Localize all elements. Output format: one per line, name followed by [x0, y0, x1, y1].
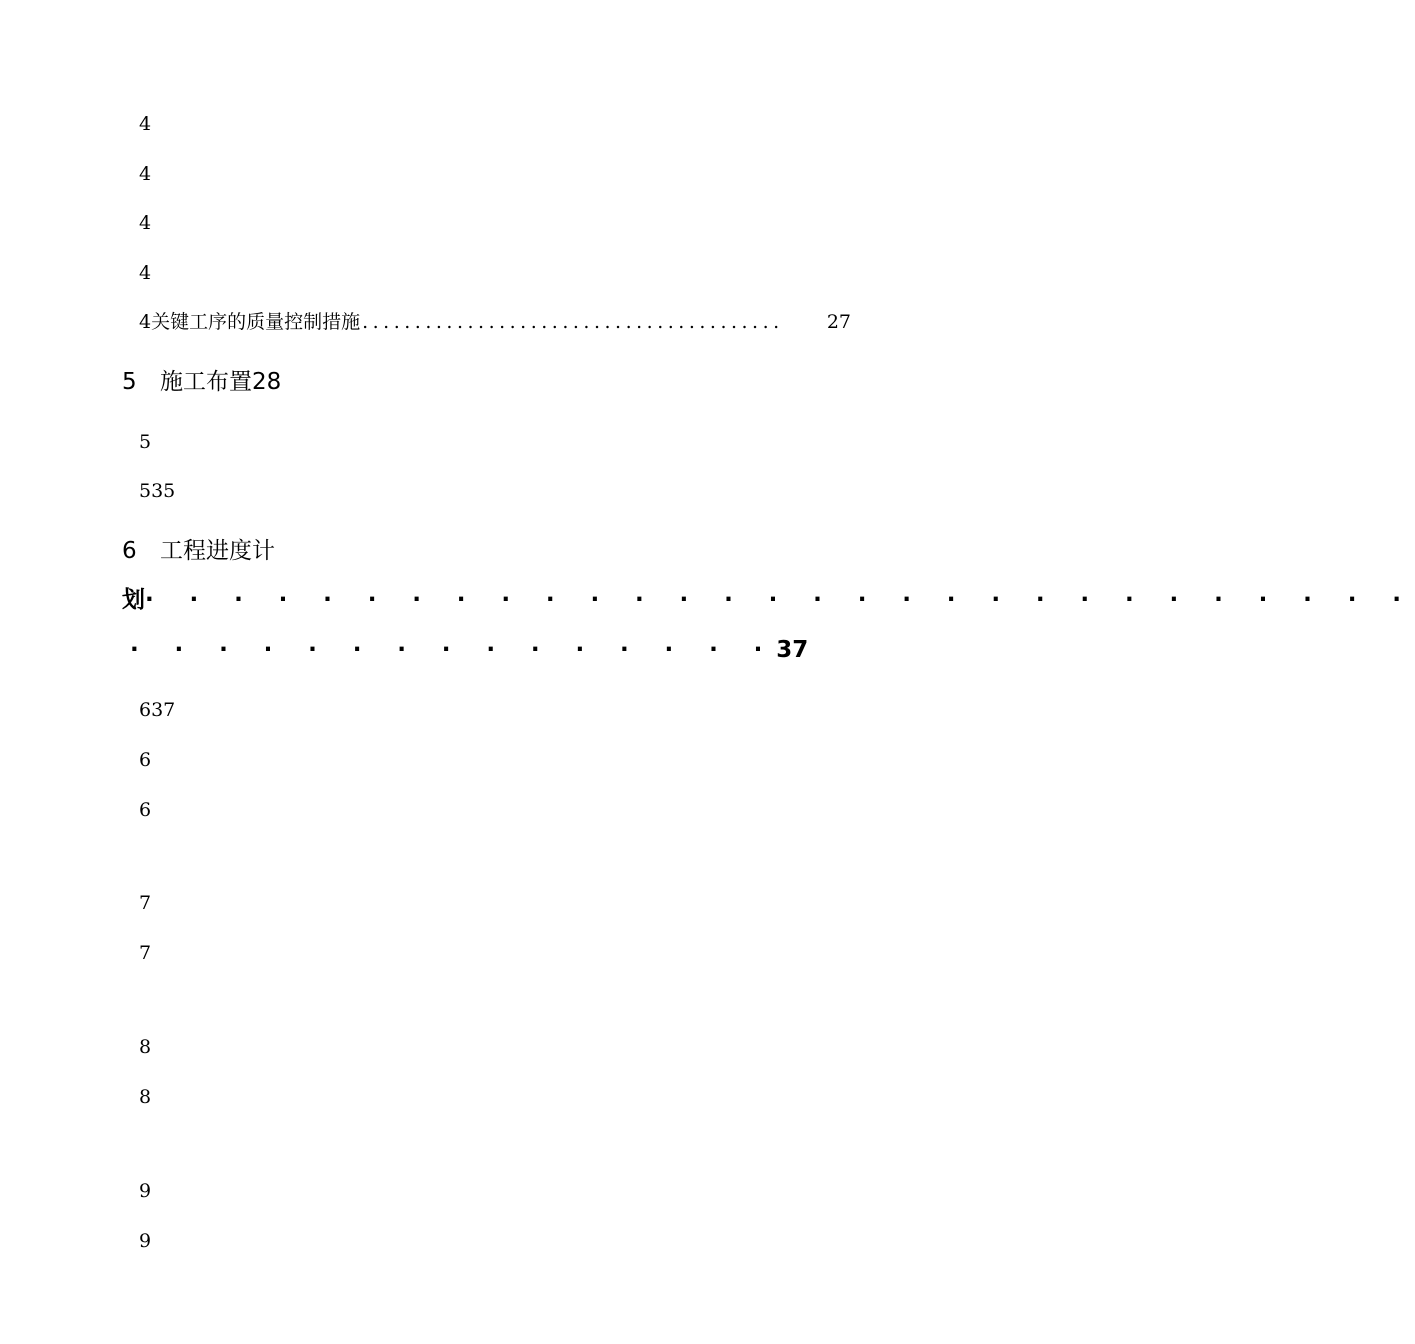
toc-item-9-a[interactable]: 9: [139, 1180, 152, 1202]
toc-item-6-b[interactable]: 6: [139, 749, 152, 771]
toc-entry-key-process-quality[interactable]: [139, 313, 851, 332]
toc-item-4-c[interactable]: 4: [139, 212, 152, 234]
toc-item-8-b[interactable]: 8: [139, 1086, 152, 1108]
toc-section-6[interactable]: [122, 540, 275, 563]
toc-item-4-a[interactable]: 4: [139, 113, 152, 135]
toc-section-number: 6: [122, 538, 137, 564]
toc-item-6-a[interactable]: 637: [139, 699, 176, 721]
toc-section-5[interactable]: [122, 371, 281, 394]
toc-item-5-a[interactable]: 5: [139, 431, 152, 453]
toc-section-title-cont: 划: [122, 587, 145, 613]
toc-item-5-b[interactable]: 535: [139, 480, 176, 502]
toc-section-title: 工程进度计: [160, 538, 275, 564]
toc-item-6-c[interactable]: 6: [139, 799, 152, 821]
toc-section-6-cont2[interactable]: [130, 639, 808, 662]
toc-entry-label: 4关键工序的质量控制措施: [139, 311, 361, 333]
toc-section-leader: · · · · · · · · · · · · · · ·: [130, 637, 777, 663]
toc-section-number: 5: [122, 369, 137, 395]
toc-item-7-b[interactable]: 7: [139, 942, 152, 964]
toc-section-6-cont[interactable]: [122, 589, 1415, 612]
toc-item-9-b[interactable]: 9: [139, 1230, 152, 1252]
toc-item-8-a[interactable]: 8: [139, 1036, 152, 1058]
toc-entry-page: 27: [826, 311, 851, 333]
toc-item-7-a[interactable]: 7: [139, 892, 152, 914]
toc-item-4-b[interactable]: 4: [139, 163, 152, 185]
toc-section-page: 37: [776, 637, 809, 663]
toc-entry-leader: ........................................: [362, 311, 784, 333]
toc-item-4-d[interactable]: 4: [139, 262, 152, 284]
toc-section-leader: · · · · · · · · · · · · · · · · · · · · · · · · · · · · ·: [145, 587, 1415, 613]
toc-section-title: 施工布置28: [160, 369, 282, 395]
